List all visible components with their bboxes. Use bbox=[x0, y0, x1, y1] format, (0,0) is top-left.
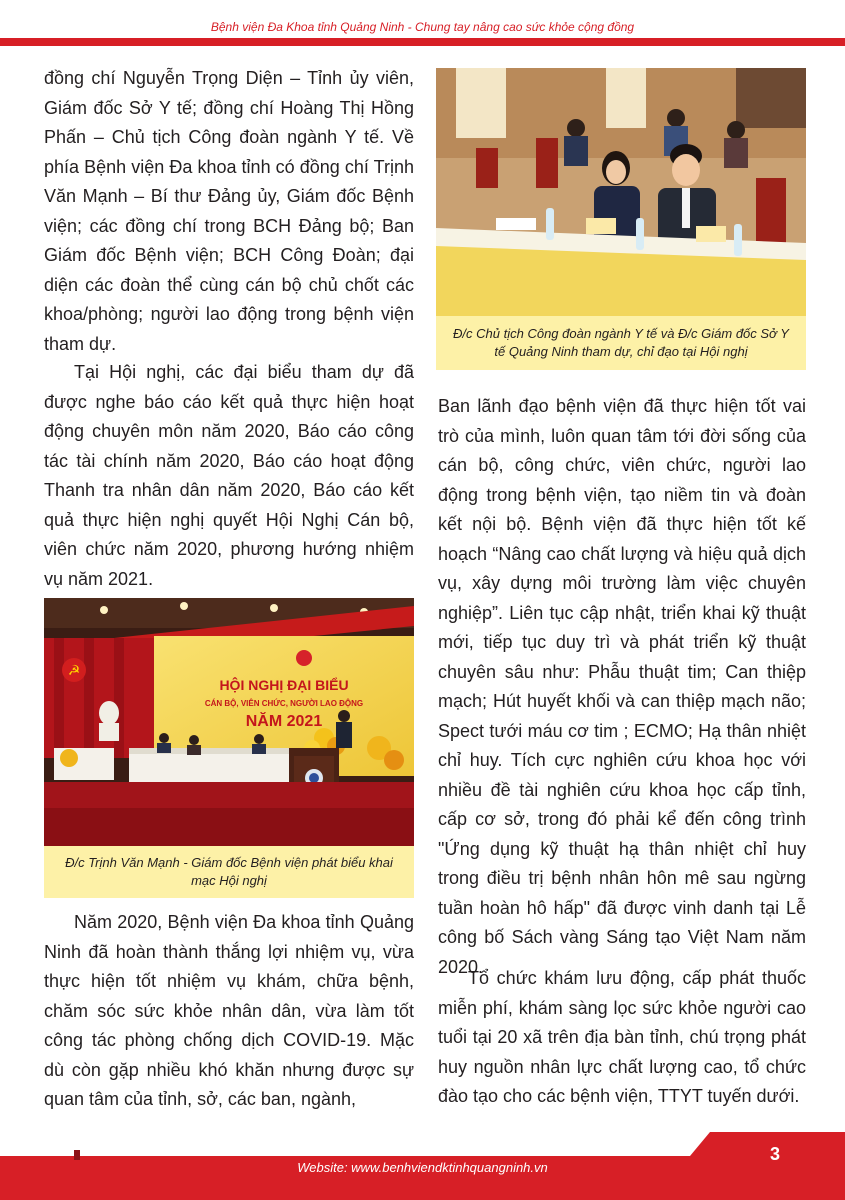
delegates-photo bbox=[436, 68, 806, 316]
header-strip bbox=[0, 0, 845, 16]
right-photo-caption: Đ/c Chủ tịch Công đoàn ngành Y tế và Đ/c Giám đốc Sở Y tế Quảng Ninh tham dự, chỉ đạo tại Hội nghị bbox=[436, 316, 806, 370]
right-paragraph-1: Ban lãnh đạo bệnh viện đã thực hiện tốt vai trò của mình, luôn quan tâm tới đời sống của cán bộ, công chức, viên chức, người lao động trong bệnh viện, tạo niềm tin và đoàn kết nội bộ. Bệnh viện đã thực hiện tốt kế hoạch “Nâng cao chất lượng và hiệu quả dịch vụ, xây dựng môi trường làm việc chuyên nghiệp”. Liên tục cập nhật, triển khai kỹ thuật mới, tiếp tục duy trì và phát triển kỹ thuật chuyên sâu như: Phẫu thuật tim; Can thiệp mạch; Hút huyết khối và can thiệp mạch não; Spect tưới máu cơ tim ; ECMO; Hạ thân nhiệt chỉ huy. Tích cực nghiên cứu khoa học với nhiều đề tài nghiên cứu khoa học cấp tỉnh, cấp cơ sở, trong đó phải kể đến công trình "Ứng dụng kỹ thuật hạ thân nhiệt chỉ huy trong điều trị bệnh nhân hôn mê sau ngừng tuần hoàn hô hấp" đã được vinh danh tại Lễ công bố Sách vàng Sáng tạo Việt Nam năm 2020. bbox=[438, 396, 806, 977]
conference-stage-photo bbox=[44, 598, 414, 846]
banner-title: HỘI NGHỊ ĐẠI BIỂU bbox=[219, 677, 349, 693]
banner-year: NĂM 2021 bbox=[245, 713, 323, 730]
left-photo-caption: Đ/c Trịnh Văn Mạnh - Giám đốc Bệnh viện phát biểu khai mạc Hội nghị bbox=[44, 846, 414, 898]
left-paragraph-3: Năm 2020, Bệnh viện Đa khoa tỉnh Quảng Ninh đã hoàn thành thắng lợi nhiệm vụ, vừa thực hiện tốt nhiệm vụ khám, chữa bệnh, chăm sóc sức khỏe nhân dân, vừa làm tốt công tác phòng chống dịch COVID-19. Mặc dù còn gặp nhiều khó khăn nhưng được sự quan tâm của tỉnh, sở, các ban, ngành, bbox=[44, 912, 414, 1109]
page-number: 3 bbox=[769, 1144, 780, 1164]
right-paragraph-2: Tổ chức khám lưu động, cấp phát thuốc miễn phí, khám sàng lọc sức khỏe người cao tuổi tại 20 xã trên địa bàn tỉnh, chú trọng phát huy nguồn nhân lực chất lượng cao, tổ chức đào tạo cho các bệnh viện, TTYT tuyến dưới. bbox=[438, 968, 806, 1106]
left-paragraph-2: Tại Hội nghị, các đại biểu tham dự đã được nghe báo cáo kết quả thực hiện hoạt động chuyên môn năm 2020, Báo cáo công tác tài chính năm 2020, Báo cáo hoạt động Thanh tra nhân dân năm 2020, Báo cáo kết quả thực hiện nghị quyết Hội Nghị Cán bộ, viên chức năm 2020, phương hướng nhiệm vụ năm 2021. bbox=[44, 362, 414, 589]
banner-subtitle: CÁN BỘ, VIÊN CHỨC, NGƯỜI LAO ĐỘNG bbox=[204, 699, 364, 708]
footer-website: Website: www.benhviendktinhquangninh.vn bbox=[297, 1160, 548, 1175]
running-header: Bệnh viện Đa Khoa tỉnh Quảng Ninh - Chung tay nâng cao sức khỏe cộng đồng bbox=[210, 20, 635, 34]
left-paragraph-1: đồng chí Nguyễn Trọng Diện – Tỉnh ủy viên, Giám đốc Sở Y tế; đồng chí Hoàng Thị Hồng Phấn – Chủ tịch Công đoàn ngành Y tế. Về phía Bệnh viện Đa khoa tỉnh có đồng chí Trịnh Văn Mạnh – Bí thư Đảng ủy, Giám đốc Bệnh viện; các đồng chí trong BCH Đảng bộ; Ban Giám đốc Bệnh viện; BCH Công Đoàn; đại diện các đoàn thể cùng cán bộ chủ chốt các khoa/phòng; người lao động trong bệnh viện tham dự. bbox=[44, 68, 414, 354]
header-rule bbox=[0, 38, 845, 46]
footer-mark bbox=[74, 1150, 80, 1160]
svg-text:☭: ☭ bbox=[67, 662, 81, 678]
